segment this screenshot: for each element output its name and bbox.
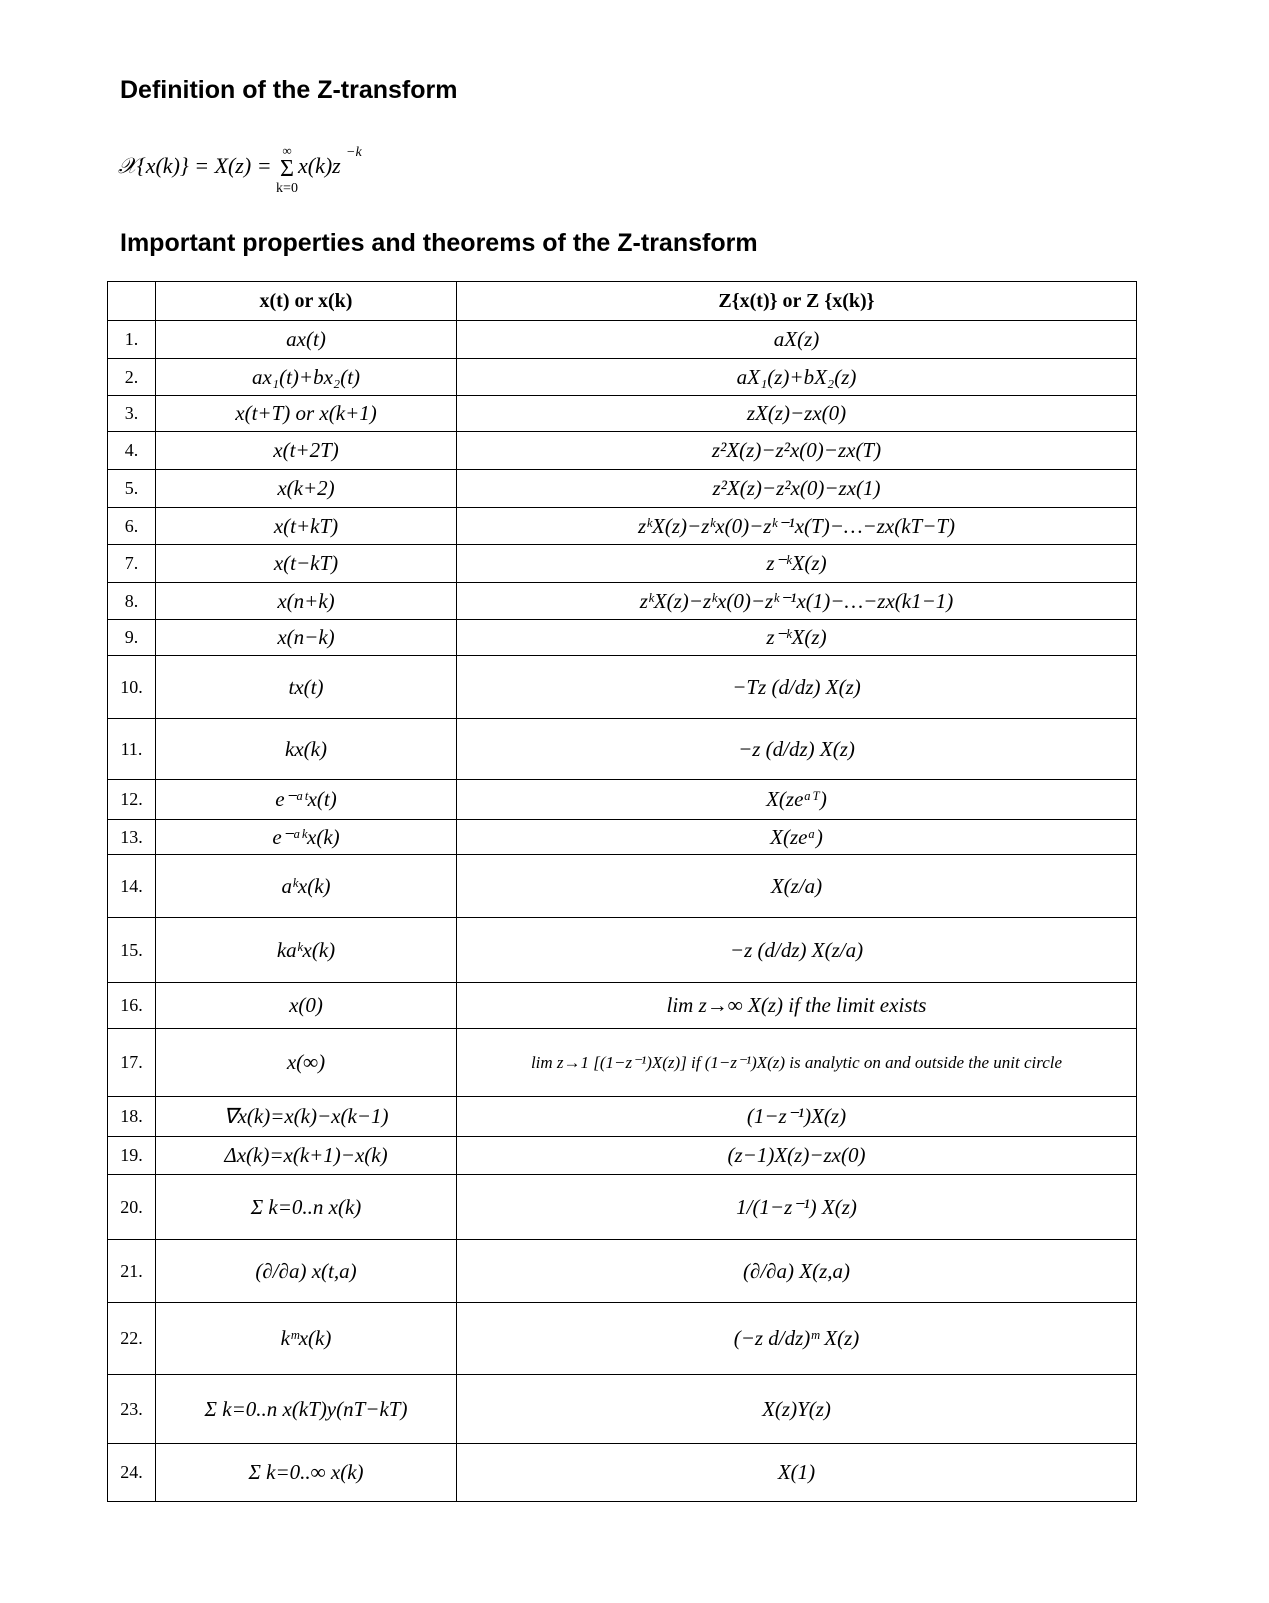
time-domain-expression: Σ k=0..n x(k) [156,1175,457,1240]
z-domain-expression: zX(z)−zx(0) [457,396,1137,432]
z-domain-expression: X(z)Y(z) [457,1375,1137,1444]
z-domain-expression: lim z→1 [(1−z⁻¹)X(z)] if (1−z⁻¹)X(z) is analytic on and outside the unit circle [457,1029,1137,1097]
time-domain-expression: e⁻ᵃᵏx(k) [156,820,457,855]
header-time-domain: x(t) or x(k) [156,282,457,321]
time-domain-expression: Δx(k)=x(k+1)−x(k) [156,1137,457,1175]
table-row [108,1137,1137,1175]
row-number: 15. [108,918,156,983]
table-row [108,583,1137,620]
table-row [108,321,1137,359]
z-domain-expression: 1/(1−z⁻¹) X(z) [457,1175,1137,1240]
z-domain-expression: z²X(z)−z²x(0)−zx(T) [457,432,1137,470]
ztransform-properties-table [107,281,1137,1502]
row-number: 14. [108,855,156,918]
row-number: 10. [108,656,156,719]
z-domain-expression: X(z/a) [457,855,1137,918]
time-domain-expression: ax₁(t)+bx₂(t) [156,359,457,396]
row-number: 17. [108,1029,156,1097]
time-domain-expression: Σ k=0..n x(kT)y(nT−kT) [156,1375,457,1444]
z-domain-expression: X(1) [457,1444,1137,1502]
table-row [108,1303,1137,1375]
row-number: 8. [108,583,156,620]
time-domain-expression: tx(t) [156,656,457,719]
row-number: 11. [108,719,156,780]
table-row [108,470,1137,508]
z-domain-expression: zᵏX(z)−zᵏx(0)−zᵏ⁻¹x(1)−…−zx(k1−1) [457,583,1137,620]
table-row [108,396,1137,432]
table-row [108,1444,1137,1502]
time-domain-expression: kᵐx(k) [156,1303,457,1375]
table-row [108,918,1137,983]
definition-heading: Definition of the Z-transform [120,76,458,104]
sum-sign: Σ [280,156,294,182]
z-domain-expression: (1−z⁻¹)X(z) [457,1097,1137,1137]
z-domain-expression: −z (d/dz) X(z) [457,719,1137,780]
row-number: 5. [108,470,156,508]
time-domain-expression: x(∞) [156,1029,457,1097]
table-header-row [108,282,1137,321]
time-domain-expression: (∂/∂a) x(t,a) [156,1240,457,1303]
table-row [108,359,1137,396]
time-domain-expression: aᵏx(k) [156,855,457,918]
row-number: 21. [108,1240,156,1303]
definition-exponent: −k [346,145,362,160]
row-number: 16. [108,983,156,1029]
time-domain-expression: x(k+2) [156,470,457,508]
time-domain-expression: kx(k) [156,719,457,780]
definition-term: x(k)z [298,153,341,178]
properties-heading: Important properties and theorems of the Z-transform [120,229,758,257]
row-number: 13. [108,820,156,855]
row-number: 12. [108,780,156,820]
row-number: 18. [108,1097,156,1137]
row-number: 1. [108,321,156,359]
z-domain-expression: z⁻ᵏX(z) [457,545,1137,583]
z-domain-expression: X(zeᵃᵀ) [457,780,1137,820]
row-number: 6. [108,508,156,545]
row-number: 2. [108,359,156,396]
table-row [108,508,1137,545]
z-domain-expression: z²X(z)−z²x(0)−zx(1) [457,470,1137,508]
sum-lower-limit: k=0 [276,181,298,196]
table-row [108,432,1137,470]
table-row [108,1240,1137,1303]
time-domain-expression: ax(t) [156,321,457,359]
table-row [108,1097,1137,1137]
row-number: 22. [108,1303,156,1375]
table-row [108,780,1137,820]
z-domain-expression: (z−1)X(z)−zx(0) [457,1137,1137,1175]
table-row [108,656,1137,719]
z-domain-expression: aX(z) [457,321,1137,359]
time-domain-expression: Σ k=0..∞ x(k) [156,1444,457,1502]
z-domain-expression: lim z→∞ X(z) if the limit exists [457,983,1137,1029]
z-domain-expression: −z (d/dz) X(z/a) [457,918,1137,983]
time-domain-expression: x(t+2T) [156,432,457,470]
definition-lhs: 𝒳{x(k)} = X(z) = [118,153,272,178]
table-row [108,719,1137,780]
table-row [108,855,1137,918]
table-row [108,820,1137,855]
time-domain-expression: x(n−k) [156,620,457,656]
row-number: 24. [108,1444,156,1502]
row-number: 19. [108,1137,156,1175]
header-number [108,282,156,321]
table-row [108,1175,1137,1240]
header-z-domain: Z{x(t)} or Z {x(k)} [457,282,1137,321]
z-domain-expression: zᵏX(z)−zᵏx(0)−zᵏ⁻¹x(T)−…−zx(kT−T) [457,508,1137,545]
time-domain-expression: ∇x(k)=x(k)−x(k−1) [156,1097,457,1137]
table-row [108,1029,1137,1097]
row-number: 7. [108,545,156,583]
table-row [108,983,1137,1029]
table-row [108,620,1137,656]
time-domain-expression: kaᵏx(k) [156,918,457,983]
z-domain-expression: aX₁(z)+bX₂(z) [457,359,1137,396]
row-number: 3. [108,396,156,432]
row-number: 4. [108,432,156,470]
time-domain-expression: x(n+k) [156,583,457,620]
row-number: 9. [108,620,156,656]
z-domain-expression: X(zeᵃ) [457,820,1137,855]
row-number: 23. [108,1375,156,1444]
time-domain-expression: x(t+T) or x(k+1) [156,396,457,432]
time-domain-expression: x(0) [156,983,457,1029]
table-row [108,1375,1137,1444]
time-domain-expression: x(t+kT) [156,508,457,545]
z-domain-expression: (−z d/dz)ᵐ X(z) [457,1303,1137,1375]
sum-upper-limit: ∞ [282,143,292,158]
z-domain-expression: (∂/∂a) X(z,a) [457,1240,1137,1303]
z-domain-expression: −Tz (d/dz) X(z) [457,656,1137,719]
table-row [108,545,1137,583]
row-number: 20. [108,1175,156,1240]
time-domain-expression: e⁻ᵃᵗx(t) [156,780,457,820]
z-domain-expression: z⁻ᵏX(z) [457,620,1137,656]
time-domain-expression: x(t−kT) [156,545,457,583]
